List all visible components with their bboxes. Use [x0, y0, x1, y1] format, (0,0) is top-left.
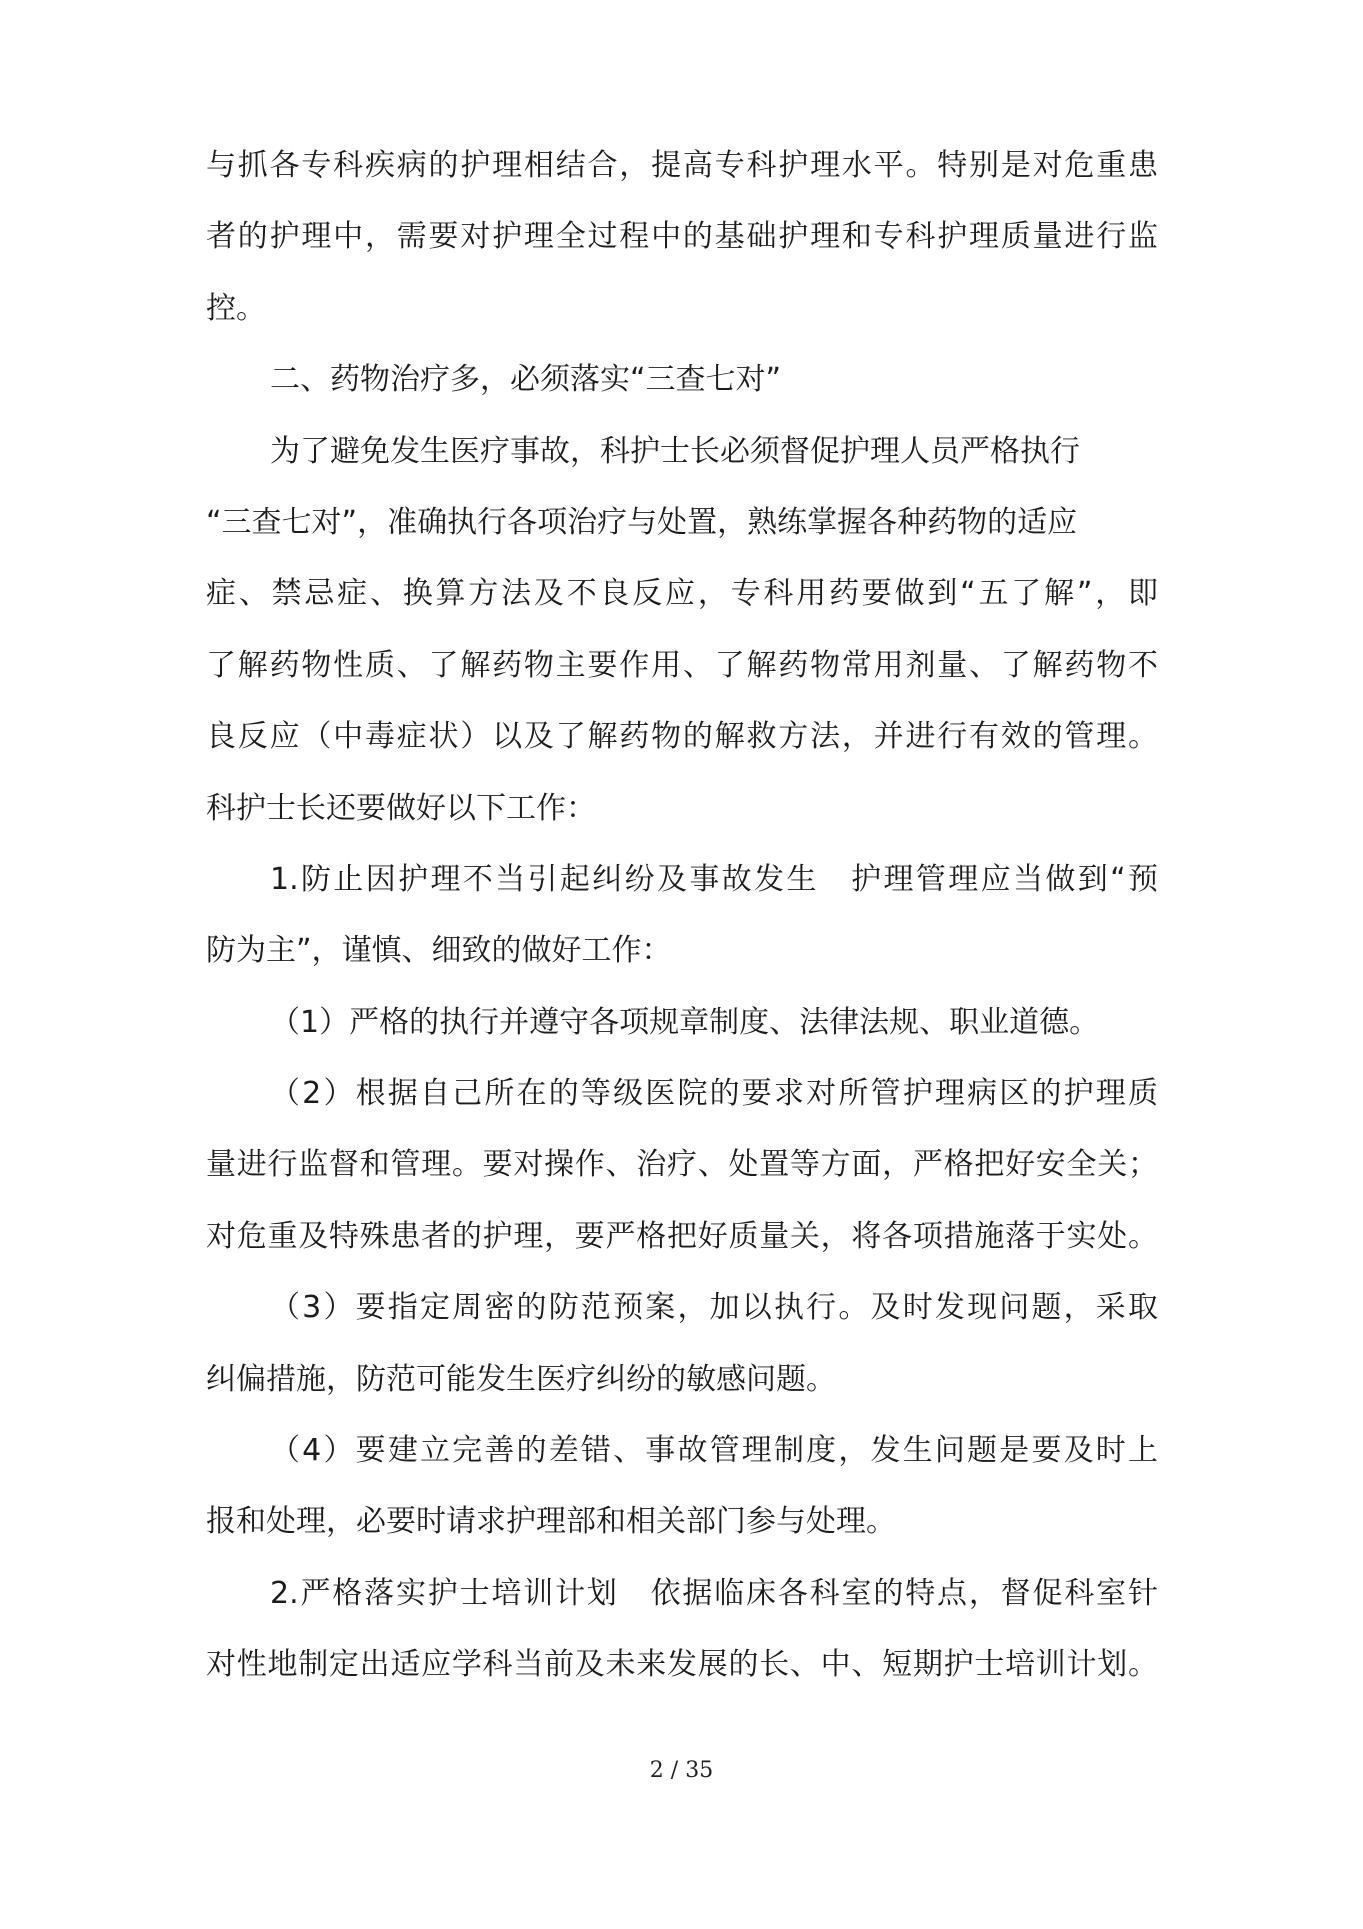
paragraph	[206, 1415, 1158, 1558]
text-line: 报和处理，必要时请求护理部和相关部门参与处理。	[206, 1504, 896, 1540]
paragraph	[206, 130, 1158, 344]
paragraph	[206, 1058, 1158, 1272]
paragraph	[206, 844, 1158, 987]
text-line: （3）要指定周密的防范预案，加以执行。及时发现问题，采取	[270, 1290, 1158, 1326]
text-line: 良反应（中毒症状）以及了解药物的解救方法，并进行有效的管理。	[206, 719, 1158, 755]
paragraph	[206, 1558, 1158, 1701]
text-line: 控。	[206, 290, 266, 326]
paragraph	[206, 416, 1158, 844]
paragraph	[206, 987, 1158, 1058]
text-line: 了解药物性质、了解药物主要作用、了解药物常用剂量、了解药物不	[206, 647, 1158, 683]
text-line: 为了避免发生医疗事故，科护士长必须督促护理人员严格执行	[270, 433, 1080, 469]
text-line: 与抓各专科疾病的护理相结合，提高专科护理水平。特别是对危重患	[206, 148, 1158, 183]
text-line: 对性地制定出适应学科当前及未来发展的长、中、短期护士培训计划。	[206, 1647, 1158, 1683]
text-line: 1.防止因护理不当引起纠纷及事故发生 护理管理应当做到“预	[270, 861, 1158, 897]
text-line: “三查七对”，准确执行各项治疗与处置，熟练掌握各种药物的适应	[206, 504, 1078, 540]
text-line: 症、禁忌症、换算方法及不良反应，专科用药要做到“五了解”，即	[206, 576, 1158, 612]
text-line: 对危重及特殊患者的护理，要严格把好质量关，将各项措施落于实处。	[206, 1218, 1158, 1254]
text-line: （4）要建立完善的差错、事故管理制度，发生问题是要及时上	[270, 1433, 1158, 1469]
text-line: 纠偏措施，防范可能发生医疗纠纷的敏感问题。	[206, 1361, 836, 1397]
text-line: 量进行监督和管理。要对操作、治疗、处置等方面，严格把好安全关；	[206, 1147, 1158, 1183]
text-line: （1）严格的执行并遵守各项规章制度、法律法规、职业道德。	[270, 1004, 1100, 1040]
text-line: 2.严格落实护士培训计划 依据临床各科室的特点，督促科室针	[270, 1575, 1158, 1611]
text-line: （2）根据自己所在的等级医院的要求对所管护理病区的护理质	[270, 1076, 1158, 1112]
section-heading-text: 二、药物治疗多，必须落实“三查七对”	[270, 362, 782, 398]
page-number: 2 / 35	[649, 1758, 714, 1783]
paragraph	[206, 1272, 1158, 1415]
section-heading	[206, 344, 1158, 415]
document-body	[206, 130, 1158, 1701]
text-line: 者的护理中，需要对护理全过程中的基础护理和专科护理质量进行监	[206, 219, 1158, 255]
text-line: 科护士长还要做好以下工作：	[206, 790, 596, 826]
text-line: 防为主”，谨慎、细致的做好工作：	[206, 933, 672, 969]
